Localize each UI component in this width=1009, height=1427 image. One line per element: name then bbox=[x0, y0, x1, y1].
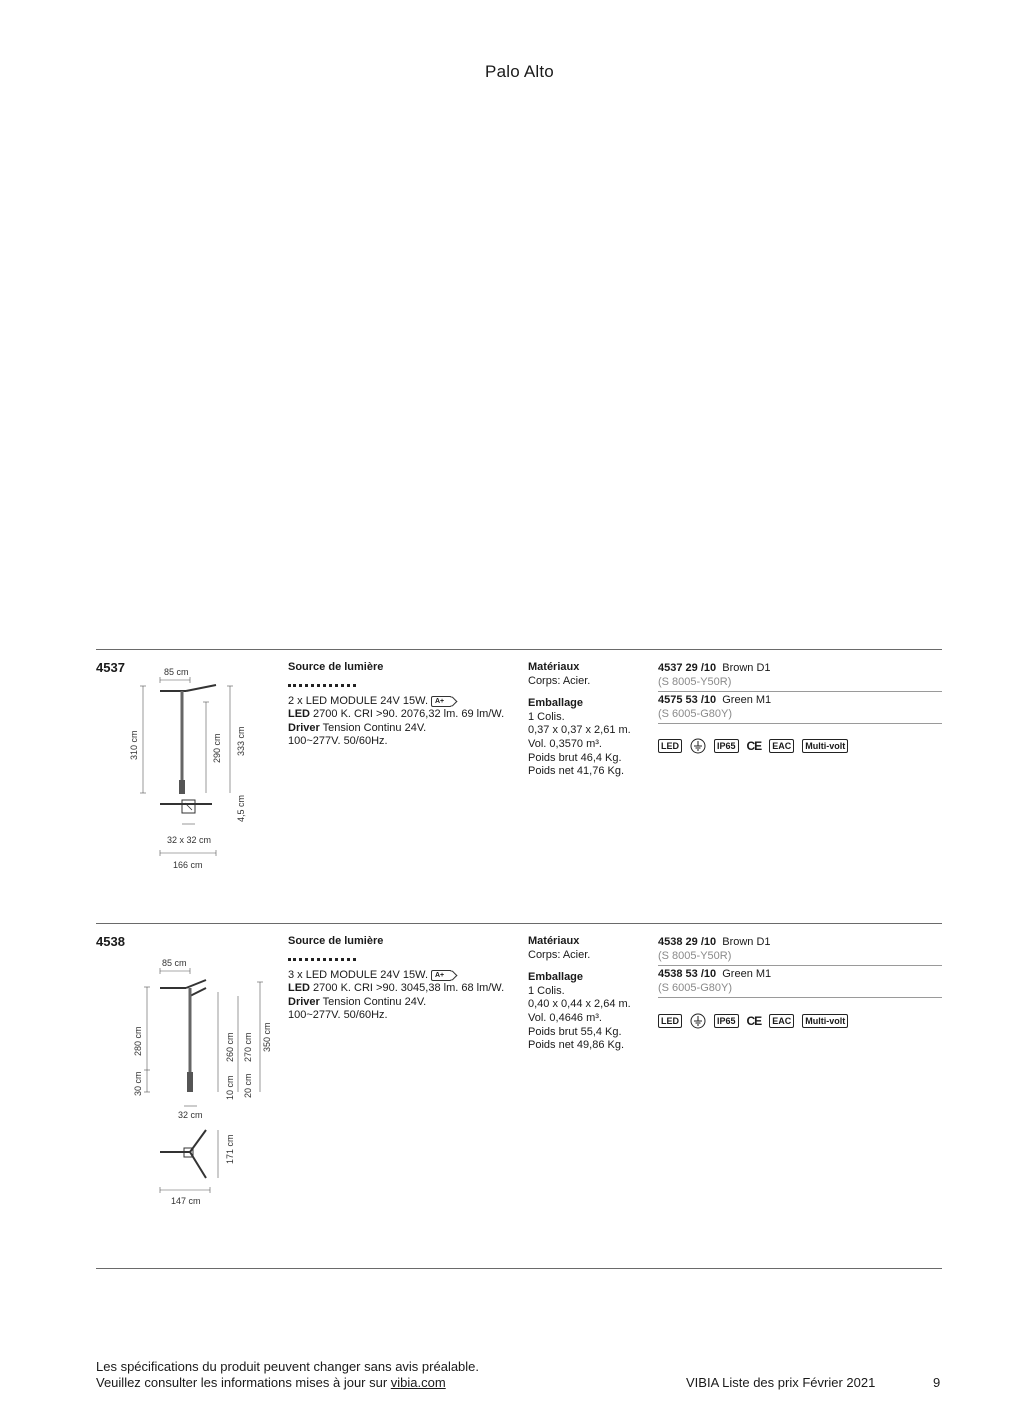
multivolt-icon: Multi-volt bbox=[802, 1014, 848, 1028]
dim-total-width: 147 cm bbox=[171, 1196, 201, 1206]
light-source-block bbox=[288, 661, 523, 749]
reference-ncs: (S 8005-Y50R) bbox=[658, 949, 732, 962]
led-label: LED bbox=[288, 708, 310, 721]
driver-label: Driver bbox=[288, 721, 320, 734]
light-source-block bbox=[288, 935, 523, 1023]
packaging-line: 0,37 x 0,37 x 2,61 m. bbox=[528, 724, 631, 737]
dotted-separator bbox=[288, 684, 356, 687]
reference-row bbox=[658, 936, 942, 963]
ip65-icon: IP65 bbox=[714, 1014, 739, 1028]
dim-270: 270 cm bbox=[243, 1032, 253, 1062]
led-icon: LED bbox=[658, 739, 682, 753]
reference-color: Green M1 bbox=[722, 968, 772, 980]
driver-spec-text: Tension Continu 24V. bbox=[319, 995, 427, 1008]
footer-line: Veuillez consulter les informations mises à jour sur bbox=[96, 1375, 391, 1390]
dim-height-right: 333 cm bbox=[236, 726, 246, 756]
dim-base-size: 32 x 32 cm bbox=[167, 835, 212, 845]
voltage-text: 100~277V. 50/60Hz. bbox=[288, 735, 388, 748]
page-number: 9 bbox=[933, 1375, 941, 1390]
packaging-line: 1 Colis. bbox=[528, 984, 565, 997]
packaging-heading: Emballage bbox=[528, 971, 584, 984]
reference-row bbox=[658, 662, 942, 689]
reference-separator bbox=[658, 965, 942, 966]
reference-number: 4575 53 /10 bbox=[658, 694, 717, 706]
reference-ncs: (S 8005-Y50R) bbox=[658, 675, 732, 688]
section-divider bbox=[96, 1268, 942, 1269]
packaging-line: Vol. 0,4646 m³. bbox=[528, 1011, 602, 1024]
light-source-heading: Source de lumière bbox=[288, 935, 384, 947]
vibia-link[interactable]: vibia.com bbox=[390, 1375, 446, 1390]
energy-class-badge: A+ bbox=[431, 970, 452, 981]
reference-color: Green M1 bbox=[722, 694, 772, 706]
materials-block bbox=[528, 935, 653, 1053]
section-divider bbox=[96, 923, 942, 924]
footer-disclaimer bbox=[96, 1359, 479, 1391]
reference-number: 4538 29 /10 bbox=[658, 936, 717, 948]
packaging-line: 0,40 x 0,44 x 2,64 m. bbox=[528, 998, 631, 1011]
section-divider bbox=[96, 649, 942, 650]
reference-color: Brown D1 bbox=[722, 662, 771, 674]
led-module-text: 2 x LED MODULE 24V 15W. bbox=[288, 694, 428, 707]
ce-mark-icon: CE bbox=[746, 1014, 762, 1028]
reference-number: 4538 53 /10 bbox=[658, 968, 717, 980]
dim-20: 20 cm bbox=[243, 1073, 253, 1098]
reference-row bbox=[658, 968, 942, 995]
materials-body: Corps: Acier. bbox=[528, 948, 591, 961]
reference-separator bbox=[658, 997, 942, 998]
packaging-line: Poids net 41,76 Kg. bbox=[528, 765, 625, 778]
energy-class-badge: A+ bbox=[431, 696, 452, 707]
dim-height-mid: 290 cm bbox=[212, 733, 222, 763]
ce-mark-icon: CE bbox=[746, 739, 762, 753]
dim-total-width: 166 cm bbox=[173, 860, 203, 870]
materials-block bbox=[528, 661, 653, 779]
packaging-line: Vol. 0,3570 m³. bbox=[528, 737, 602, 750]
dotted-separator bbox=[288, 958, 356, 961]
dim-280: 280 cm bbox=[133, 1026, 143, 1056]
multivolt-icon: Multi-volt bbox=[802, 739, 848, 753]
certification-icons bbox=[658, 738, 848, 754]
reference-number: 4537 29 /10 bbox=[658, 662, 717, 674]
product-diagram-4538 bbox=[120, 952, 280, 1212]
packaging-line: Poids brut 55,4 Kg. bbox=[528, 1025, 622, 1038]
driver-label: Driver bbox=[288, 995, 320, 1008]
footer-line: Les spécifications du produit peuvent changer sans avis préalable. bbox=[96, 1359, 480, 1374]
driver-spec-text: Tension Continu 24V. bbox=[319, 721, 427, 734]
reference-ncs: (S 6005-G80Y) bbox=[658, 707, 732, 720]
light-source-heading: Source de lumière bbox=[288, 661, 384, 673]
packaging-heading: Emballage bbox=[528, 697, 584, 710]
eac-icon: EAC bbox=[769, 1014, 794, 1028]
reference-ncs: (S 6005-G80Y) bbox=[658, 981, 732, 994]
materials-heading: Matériaux bbox=[528, 661, 580, 673]
dim-350: 350 cm bbox=[262, 1022, 272, 1052]
packaging-line: Poids brut 46,4 Kg. bbox=[528, 751, 622, 764]
ground-icon bbox=[690, 738, 706, 754]
packaging-line: 1 Colis. bbox=[528, 710, 565, 723]
eac-icon: EAC bbox=[769, 739, 794, 753]
led-label: LED bbox=[288, 982, 310, 995]
led-spec-text: 2700 K. CRI >90. 2076,32 lm. 69 lm/W. bbox=[310, 708, 505, 721]
dim-top-width: 85 cm bbox=[164, 667, 189, 677]
dim-260: 260 cm bbox=[225, 1032, 235, 1062]
materials-body: Corps: Acier. bbox=[528, 674, 591, 687]
reference-row bbox=[658, 694, 942, 721]
ip65-icon: IP65 bbox=[714, 739, 739, 753]
packaging-line: Poids net 49,86 Kg. bbox=[528, 1039, 625, 1052]
ground-icon bbox=[690, 1013, 706, 1029]
led-module-text: 3 x LED MODULE 24V 15W. bbox=[288, 968, 428, 981]
dim-10: 10 cm bbox=[225, 1075, 235, 1100]
product-code: 4537 bbox=[96, 660, 125, 675]
reference-separator bbox=[658, 691, 942, 692]
product-diagram-4537 bbox=[120, 660, 260, 875]
led-icon: LED bbox=[658, 1014, 682, 1028]
dim-base-width: 32 cm bbox=[178, 1110, 203, 1120]
dim-30: 30 cm bbox=[133, 1071, 143, 1096]
certification-icons bbox=[658, 1013, 848, 1029]
dim-top-width: 85 cm bbox=[162, 958, 187, 968]
reference-separator bbox=[658, 723, 942, 724]
reference-color: Brown D1 bbox=[722, 936, 771, 948]
dim-base-height: 4,5 cm bbox=[236, 794, 246, 822]
materials-heading: Matériaux bbox=[528, 935, 580, 947]
dim-depth: 171 cm bbox=[225, 1134, 235, 1164]
led-spec-text: 2700 K. CRI >90. 3045,38 lm. 68 lm/W. bbox=[310, 982, 505, 995]
dim-height-left: 310 cm bbox=[129, 730, 139, 760]
voltage-text: 100~277V. 50/60Hz. bbox=[288, 1009, 388, 1022]
product-code: 4538 bbox=[96, 934, 125, 949]
footer-catalog-title: VIBIA Liste des prix Février 2021 bbox=[686, 1375, 876, 1390]
page-title: Palo Alto bbox=[485, 62, 554, 81]
